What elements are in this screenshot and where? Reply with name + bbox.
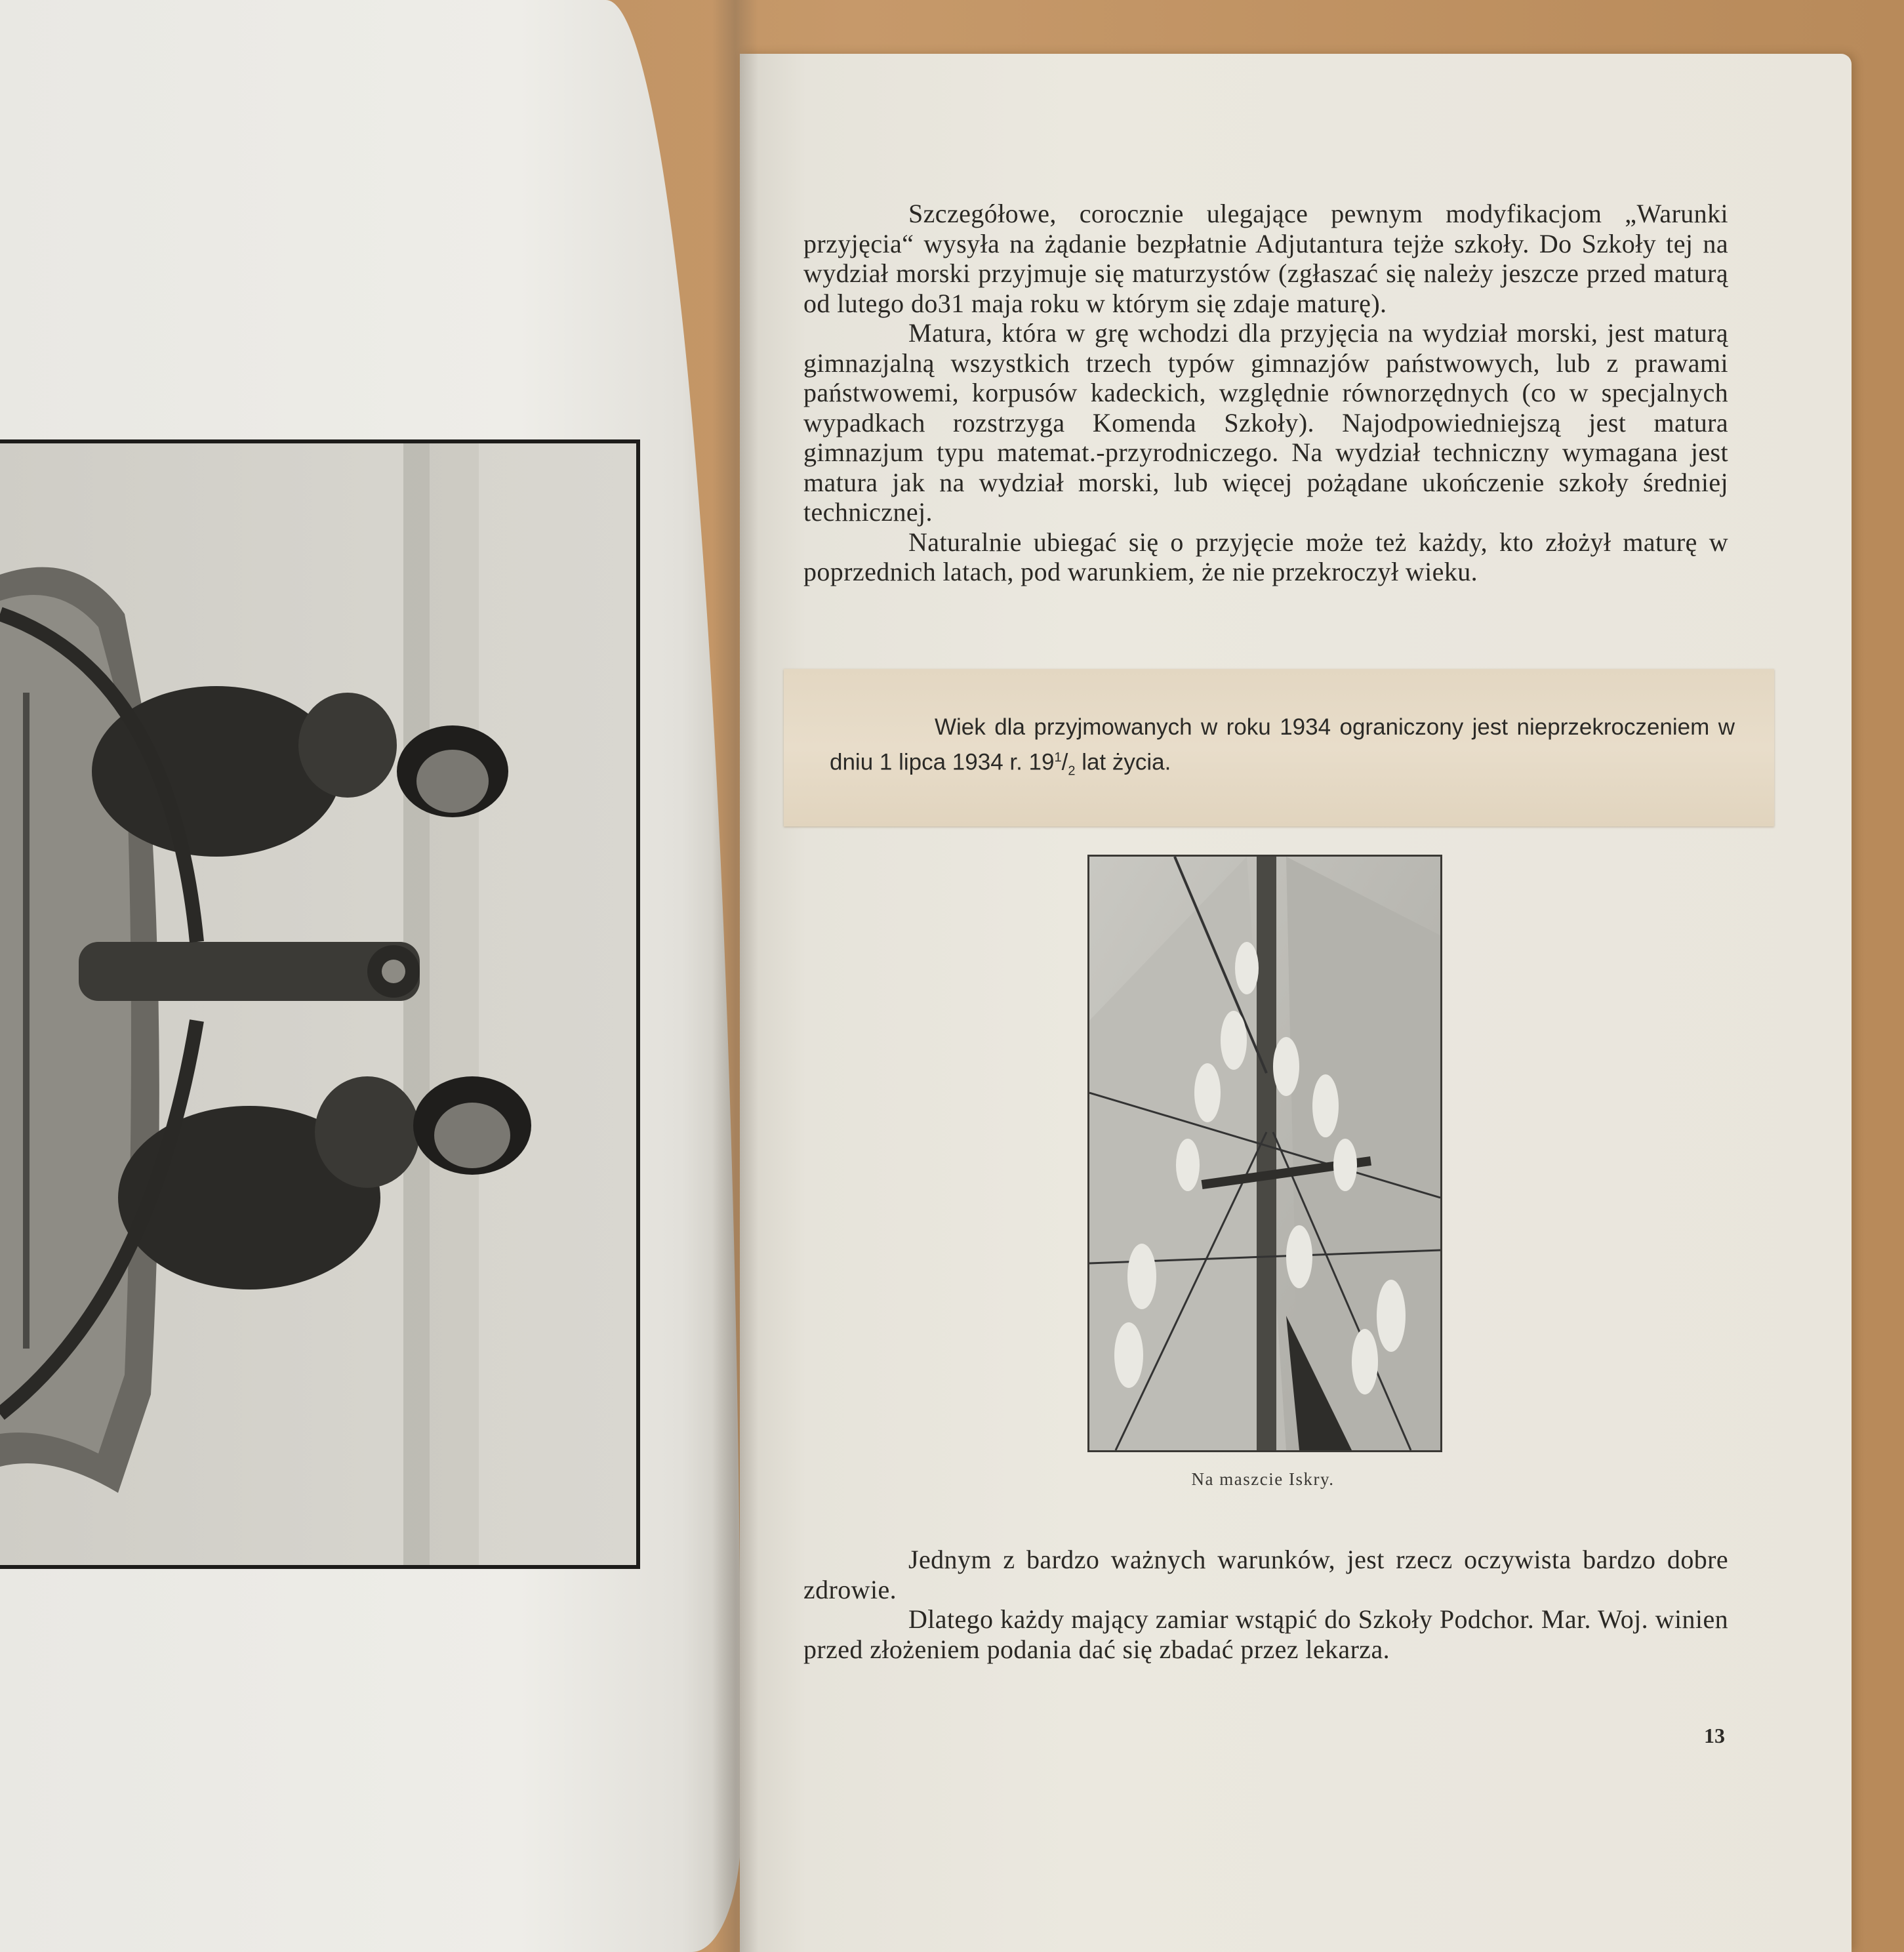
photo-caption: Na maszcie Iskry. [1191, 1469, 1335, 1489]
cadets-climbing-mast-photo [1089, 857, 1440, 1450]
pasted-correction-slip [784, 669, 1774, 826]
right-page-photo [1087, 855, 1442, 1452]
slip-end-text: lat życia. [1075, 749, 1171, 775]
fraction-numerator: 1 [1054, 750, 1062, 765]
body-text-top [803, 199, 1728, 587]
paragraph: Matura, która w grę wchodzi dla przyjęcia na wydział morski, jest maturą gimnazjalną wszystkich trzech typów gimnazjów państwowych, lub z prawami państwowemi, korpusów kadeckich, względnie równorzędnych (co w specjalnych wypadkach rozstrzyga Komenda Szkoły). Najodpowiedniejszą jest matura gimnazjum typu matemat.-przyrodniczego. Na wydział techniczny wymagana jest matura jak na wydział morski, lub więcej pożądane ukończenie szkoły średniej technicznej. [803, 318, 1728, 527]
paragraph: Dlatego każdy mający zamiar wstąpić do Szkoły Podchor. Mar. Woj. winien przed złożeniem podania dać się zbadać przez lekarza. [803, 1604, 1728, 1664]
slip-main-text: Wiek dla przyjmowanych w roku 1934 ograniczony jest nieprzekroczeniem w dniu 1 lipca 1934 r. 19 [830, 714, 1735, 775]
left-page-photo [0, 439, 640, 1569]
sailors-at-deck-gun-photo [0, 443, 636, 1565]
fraction-denominator: 2 [1068, 763, 1076, 779]
body-text-bottom [803, 1545, 1728, 1664]
book-gutter [712, 0, 758, 1952]
paragraph: Jednym z bardzo ważnych warunków, jest rzecz oczywista bardzo dobre zdrowie. [803, 1545, 1728, 1604]
paragraph: Szczegółowe, corocznie ulegające pewnym modyfikacjom „Warunki przyjęcia“ wysyła na żądanie bezpłatnie Adjutantura tejże szkoły. Do Szkoły tej na wydział morski przyjmuje się maturzystów (zgłaszać się należy jeszcze przed maturą od lutego do31 maja roku w którym się zdaje maturę). [803, 199, 1728, 318]
paragraph: Naturalnie ubiegać się o przyjęcie może też każdy, kto złożył maturę w poprzednich latach, pod warunkiem, że nie przekroczył wieku. [803, 527, 1728, 586]
page-number: 13 [1704, 1724, 1725, 1747]
slip-text: Wiek dla przyjmowanych w roku 1934 ograniczony jest nieprzekroczeniem w dniu 1 lipca 1934 r. $19^1/_2$ lat życia. [830, 714, 1735, 779]
